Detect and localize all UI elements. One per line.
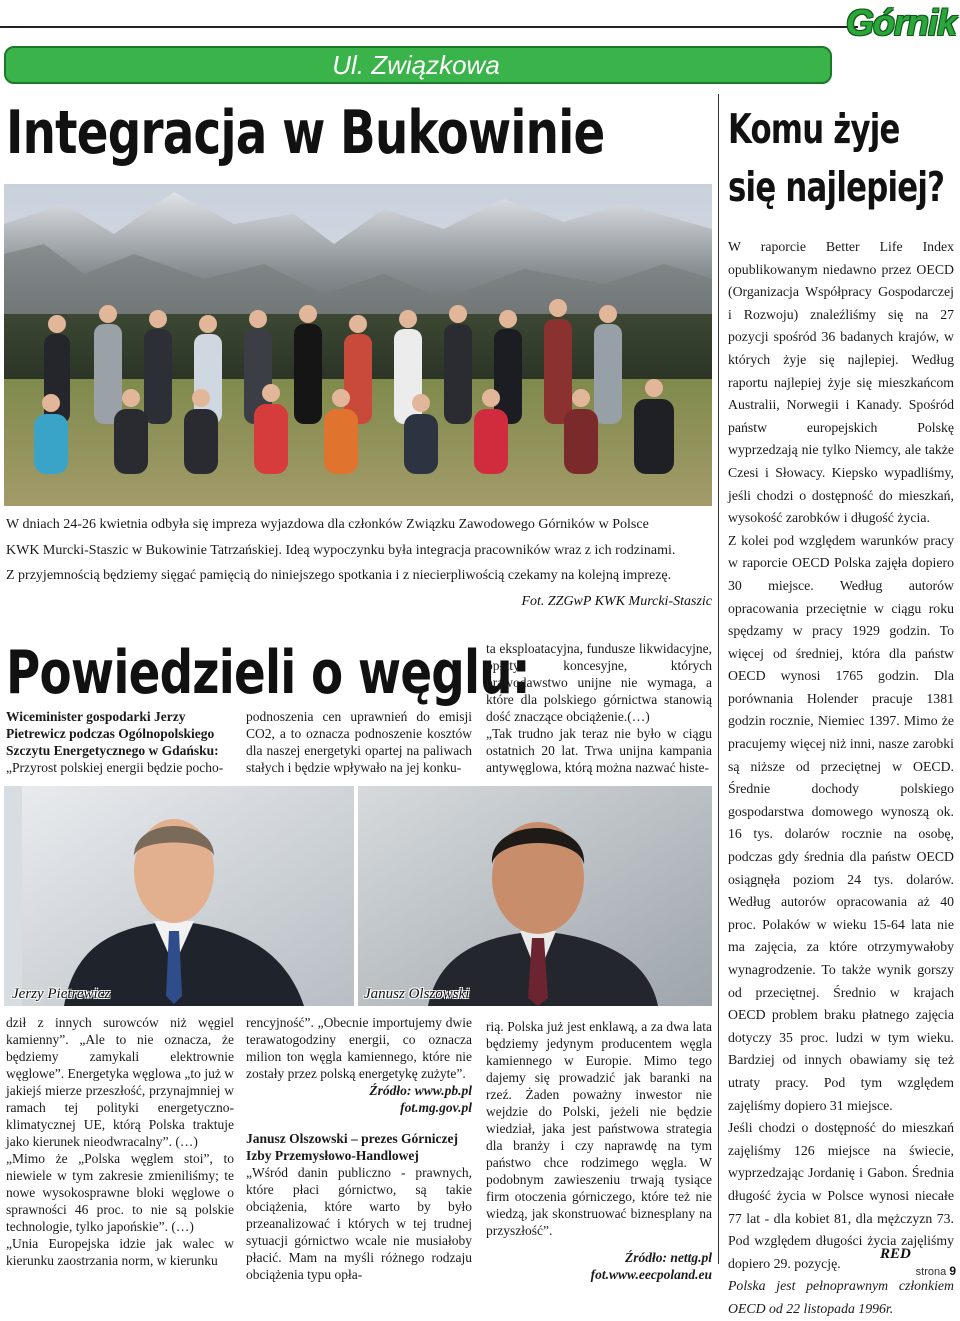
side-article-headline: Komu żyje się najlepiej? <box>728 105 945 211</box>
col2-top-text: podnoszenia cen uprawnień do emisji CO2, a to oznacza podnoszenie kosztów dla naszej energetyki opartej na paliwach stałych i będzie wpływało na jej konku- <box>246 709 472 775</box>
section-label: Ul. Związkowa <box>332 50 500 80</box>
column-divider <box>718 94 719 1264</box>
lead-speaker: Wiceminister gospodarki Jerzy Pietrewicz podczas Ogólnopolskiego Szczytu Energetycznego w Gdańsku: <box>6 709 219 758</box>
portrait-photo-b <box>358 786 712 1006</box>
photo-credit: Fot. ZZGwP KWK Murcki-Staszic <box>521 594 712 609</box>
col3-source-1: Źródło: nettg.pl <box>625 1250 712 1265</box>
side-paragraph-1: W raporcie Better Life Index opublikowanym niedawno przez OECD (Organizacja Współpracy Gospodarczej i Rozwoju) znaleźliśmy się na 27 pozycji spośród 36 badanych krajów, w których żyje się najlepiej. Według raportu najlepiej żyje się mieszkańcom Australii, Norwegii i Kanady. Spośród państw europejskich Polskę wyprzedzają nie tylko Niemcy, ale także Czesi i Słowacy. Kiepsko wypadliśmy, jeśli chodzi o dostępność do mieszkań, wysokość zarobków i długość życia. <box>728 239 954 526</box>
coal-article-headline: Powiedzieli o węglu: <box>6 638 530 708</box>
col2-speaker: Janusz Olszowski – prezes Górniczej Izby Przemysłowo-Handlowej <box>246 1131 458 1163</box>
coal-column-1-bottom <box>6 1014 234 1269</box>
magazine-logo: Górnik <box>845 2 956 43</box>
portrait-a-illustration <box>4 786 354 1006</box>
caption-line-1: W dniach 24-26 kwietnia odbyła się impreza wyjazdowa dla członków Związku Zawodowego Górników w Polsce <box>6 517 649 532</box>
col3-top-text-1: ta eksploatacyjna, fundusze likwidacyjne, opłaty koncesyjne, których prawodawstwo unijne nie wymaga, a które dla polskiego górnictwa stanowią dość znaczące obciążenie.(…) <box>486 641 712 724</box>
side-article-body <box>728 236 954 1321</box>
caption-line-3: Z przyjemnością będziemy sięgać pamięcią do niniejszego spotkania i z niecierpliwością czekamy na kolejną imprezę. <box>6 568 672 583</box>
portrait-b-illustration <box>358 786 712 1006</box>
col3-top-text-2: „Tak trudno jak teraz nie było w ciągu ostatnich 20 lat. Trwa unijna kampania antywęglowa, którą można nazwać histe- <box>486 726 712 775</box>
portrait-b-caption: Janusz Olszowski <box>364 986 470 1002</box>
coal-column-3-top <box>486 640 712 776</box>
coal-column-2-bottom <box>246 1014 472 1283</box>
side-paragraph-4: Polska jest pełnoprawnym członkiem OECD od 22 listopada 1996r. <box>728 1278 954 1316</box>
col1-bottom-text-1: dził z innych surowców niż węgiel kamienny”. „Ale to nie oznacza, że będziemy zamykali elektrownie węglowe”. Energetyka węglowa „to już w jakiejś mierze przeszłość, przynajmniej w ramach tej polityki energetyczno-klimatycznej UE, którą Polska traktuje jako kierunek nieodwracalny”. (…) <box>6 1015 234 1149</box>
group-photo <box>4 184 712 506</box>
col2-quote: „Wśród danin publiczno - prawnych, które płaci górnictwo, są takie obciążenia, które warto by było przeanalizować i których w tej trudnej sytuacji górnictwo wcale nie musiałoby płacić. Mam na myśli różnego rodzaju obciążenia typu opła- <box>246 1165 472 1282</box>
coal-column-2-top <box>246 708 472 776</box>
coal-lead-column <box>6 708 234 776</box>
col1-bottom-text-3: „Unia Europejska idzie jak walec w kierunku zaostrzania norm, w kierunku <box>6 1236 234 1268</box>
col2-source-2: fot.mg.gov.pl <box>400 1100 472 1115</box>
caption-line-2: KWK Murcki-Staszic w Bukowinie Tatrzańskiej. Ideą wypoczynku była integracja pracowników wraz z ich rodzinami. <box>6 542 676 558</box>
side-paragraph-2: Z kolei pod względem warunków pracy w raporcie OECD Polska zajęła dopiero 30 miejsce. Według autorów opracowania przeciętnie w ciągu roku spędzamy w pracy 1929 godzin. To więcej od średniej, która dla państw OECD wynosi 1765 godzin. Dla porównania Holender pracuje 1381 godzin rocznie, Niemiec 1397. Mimo że pracujemy więcej niż inni, nasze zarobki są niższe od przeciętnej w OECD. Średnie dochody polskiego gospodarstwa domowego wynoszą ok. 16 tys. dolarów rocznie na osobę, podczas gdy średnia dla państw OECD osiągnęła poziom 24 tys. dolarów. Według autorów opracowania aż 40 proc. Polaków w wieku 15-64 lata nie ma zajęcia, za które otrzymywałoby wynagrodzenie. To także wynik gorszy od przeciętnej. Średnio w krajach OECD problem braku płatnego zajęcia dotyczy 35 proc. ludzi w tym wieku. Bardziej od innych obawiamy się też utraty pracy. Pod tym względem zajęliśmy dopiero 31 miejsce. <box>728 532 954 1113</box>
header-rule <box>0 26 858 28</box>
col3-bottom-text: rią. Polska już jest enklawą, a za dwa lata będziemy jedynym producentem węgla kamiennego w Europie. Mimo tego dajemy się prowadzić jak baranki na rzeź. Żaden poważny inwestor nie wejdzie do Polski, jeżeli nie będzie wiedział, jaka jest państwowa strategia dla branży i czy naprawdę na tym państwo chce rodzimego węgla. W podobnym zawieszeniu trwają tysiące firm otoczenia górniczego, które też nie wiedzą, jak skonstruować biznesplany na przyszłość”. <box>486 1019 712 1238</box>
page-number <box>916 1264 956 1278</box>
lead-quote: „Przyrost polskiej energii będzie pocho- <box>6 760 224 775</box>
page-label: strona <box>915 1266 947 1278</box>
coal-column-3-bottom <box>486 1018 712 1283</box>
col3-source-2: fot.www.eecpoland.eu <box>590 1267 712 1282</box>
side-article-signature: RED <box>880 1246 911 1262</box>
side-paragraph-3: Jeśli chodzi o dostępność do mieszkań zajęliśmy 126 miejsce na świecie, wyprzedzając Jordanię i Gabon. Średnia długość życia w Polsce wynosi niecałe 77 lat - dla kobiet 81, dla mężczyzn 73. Pod względem długości życia zajęliśmy dopiero 29. pozycję. <box>728 1120 954 1271</box>
col2-source-1: Źródło: www.pb.pl <box>369 1083 472 1098</box>
photo-caption <box>6 512 712 589</box>
group-photo-illustration <box>4 184 712 506</box>
page-number-value: 9 <box>949 1264 956 1278</box>
main-headline: Integracja w Bukowinie <box>6 98 605 168</box>
col1-bottom-text-2: „Mimo że „Polska węglem stoi”, to niewiele w tym zakresie zmieniliśmy; te nowe wysokosprawne bloki węglowe o sprawności 46 proc. to nie są polskie technologie, tylko japońskie”. (…) <box>6 1151 234 1234</box>
col2-bottom-text: rencyjność”. „Obecnie importujemy dwie terawatogodziny energii, co oznacza milion ton węgla kamiennego, które nie zostały przez polską energetykę zużyte”. <box>246 1015 472 1081</box>
portrait-photo-a <box>4 786 354 1006</box>
portrait-a-caption: Jerzy Pietrewicz <box>12 986 111 1002</box>
